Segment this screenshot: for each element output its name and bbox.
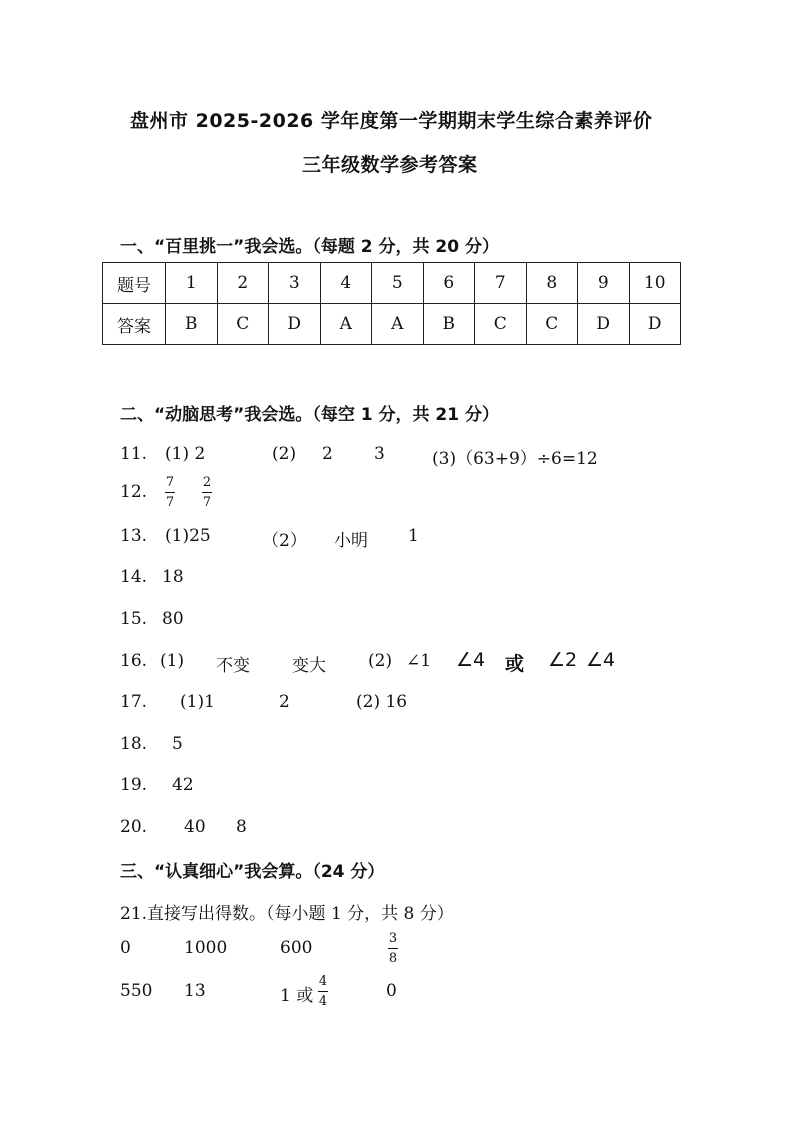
fraction-numerator: 7	[165, 475, 175, 490]
q16-part2-label: (2)	[368, 651, 393, 671]
q15-number: 15.	[120, 609, 148, 629]
q21-answer: 1000	[184, 938, 228, 958]
fraction-bar	[202, 492, 212, 493]
q21-mixed-fraction	[318, 975, 328, 1009]
document-title: 盘州市 2025-2026 学年度第一学期期末学生综合素养评价	[130, 110, 653, 132]
q12-fraction-2	[202, 476, 212, 510]
q16-or: 或	[505, 653, 525, 675]
answer-cell: A	[320, 304, 372, 345]
question-number-cell: 2	[217, 263, 269, 304]
q15-answer: 80	[162, 609, 184, 629]
q16-answer-c: ∠1	[406, 651, 432, 671]
question-number-cell: 10	[629, 263, 681, 304]
q21-answer: 13	[184, 981, 206, 1001]
q21-answer: 0	[120, 938, 131, 958]
row-label-number: 题号	[103, 263, 166, 304]
q14-number: 14.	[120, 567, 148, 587]
document-subtitle: 三年级数学参考答案	[302, 154, 478, 176]
section2-heading: 二、“动脑思考”我会选。（每空 1 分，共 21 分）	[120, 405, 500, 425]
q11-part2-a: 2	[322, 444, 333, 464]
q16-answer-d: ∠4	[456, 649, 486, 671]
q20-answer-a: 40	[184, 817, 206, 837]
table-row-numbers	[103, 263, 681, 304]
answer-cell: C	[475, 304, 527, 345]
answer-table	[102, 262, 681, 345]
answer-cell: B	[166, 304, 218, 345]
fraction-numerator: 2	[202, 475, 212, 490]
fraction-numerator: 4	[318, 974, 328, 989]
q11-part2-b: 3	[374, 444, 385, 464]
fraction-bar	[165, 492, 175, 493]
q18-answer: 5	[172, 734, 183, 754]
fraction-bar	[318, 991, 328, 992]
row-label-answer: 答案	[103, 304, 166, 345]
fraction-bar	[388, 948, 398, 949]
q21-fraction-answer	[388, 932, 398, 966]
question-number-cell: 1	[166, 263, 218, 304]
fraction-denominator: 7	[165, 495, 175, 510]
q21-answer: 0	[386, 981, 397, 1001]
q11-number: 11.	[120, 444, 148, 464]
q19-number: 19.	[120, 775, 148, 795]
q16-part1-label: (1)	[160, 651, 185, 671]
q12-fraction-1	[165, 476, 175, 510]
q16-answer-a: 不变	[216, 656, 250, 676]
answer-cell: C	[526, 304, 578, 345]
q16-answer-e: ∠2	[548, 649, 578, 671]
fraction-denominator: 7	[202, 495, 212, 510]
question-number-cell: 4	[320, 263, 372, 304]
q12-number: 12.	[120, 482, 148, 502]
q17-answer-a: 2	[279, 692, 290, 712]
q13-part2-label: （2）	[262, 531, 307, 551]
q13-number: 13.	[120, 526, 148, 546]
q19-answer: 42	[172, 775, 194, 795]
q20-answer-b: 8	[236, 817, 247, 837]
q16-number: 16.	[120, 651, 148, 671]
answer-cell: D	[629, 304, 681, 345]
question-number-cell: 6	[423, 263, 475, 304]
q17-part2: (2) 16	[356, 692, 408, 712]
question-number-cell: 3	[269, 263, 321, 304]
q13-answer-a: 小明	[334, 531, 368, 551]
q16-answer-f: ∠4	[586, 649, 616, 671]
q20-number: 20.	[120, 817, 148, 837]
question-number-cell: 7	[475, 263, 527, 304]
q21-answer: 550	[120, 981, 153, 1001]
q17-part1: (1)1	[180, 692, 215, 712]
fraction-denominator: 8	[388, 951, 398, 966]
q18-number: 18.	[120, 734, 148, 754]
answer-cell: D	[578, 304, 630, 345]
question-number-cell: 9	[578, 263, 630, 304]
q21-mixed-prefix: 1 或	[280, 986, 314, 1006]
table-row-answers	[103, 304, 681, 345]
question-number-cell: 8	[526, 263, 578, 304]
q11-part1: (1) 2	[165, 444, 206, 464]
section3-heading: 三、“认真细心”我会算。（24 分）	[120, 862, 385, 882]
q13-answer-b: 1	[408, 526, 419, 546]
answer-cell: C	[217, 304, 269, 345]
answer-cell: A	[372, 304, 424, 345]
fraction-denominator: 4	[318, 994, 328, 1009]
answer-cell: B	[423, 304, 475, 345]
question-number-cell: 5	[372, 263, 424, 304]
q13-part1: (1)25	[165, 526, 211, 546]
q17-number: 17.	[120, 692, 148, 712]
section1-heading: 一、“百里挑一”我会选。（每题 2 分，共 20 分）	[120, 237, 500, 257]
q21-title: 21.直接写出得数。（每小题 1 分，共 8 分）	[120, 904, 454, 924]
q14-answer: 18	[162, 567, 184, 587]
q11-part2-label: (2)	[272, 444, 297, 464]
fraction-numerator: 3	[388, 931, 398, 946]
q21-answer: 600	[280, 938, 313, 958]
answer-cell: D	[269, 304, 321, 345]
q11-part3: (3)（63+9）÷6=12	[432, 449, 598, 469]
q16-answer-b: 变大	[292, 656, 326, 676]
